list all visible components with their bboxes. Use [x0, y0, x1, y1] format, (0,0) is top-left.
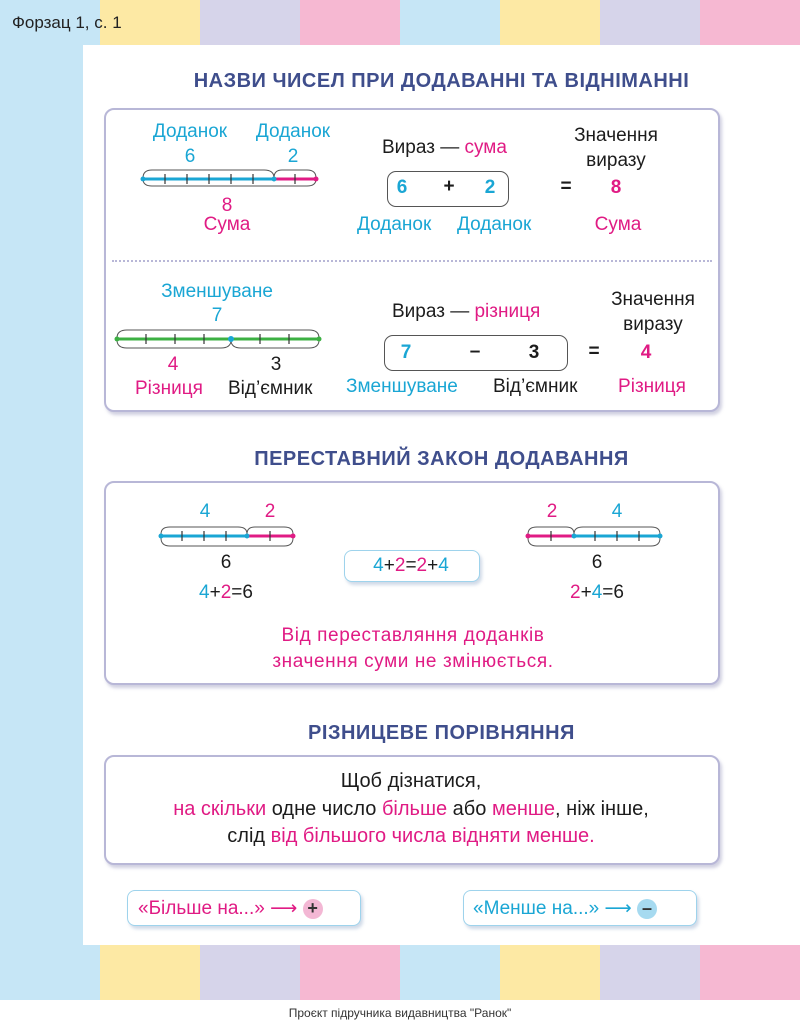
add-expr-title: Вираз — сума — [382, 137, 507, 158]
plus-icon: + — [303, 899, 323, 919]
comparison-line-3: слід від більшого числа відняти менше. — [227, 825, 595, 847]
addend1-label: Доданок — [152, 121, 228, 142]
addition-number-line — [140, 168, 320, 192]
right-equation: 2+4=6 — [570, 582, 624, 603]
difference-value: 4 — [167, 354, 179, 375]
subtraction-number-line — [115, 328, 325, 352]
sub-expr-title: Вираз — різниця — [392, 301, 541, 322]
left-a: 4 — [199, 501, 211, 522]
subtrahend-label: Від’ємник — [228, 378, 313, 399]
section2-title: ПЕРЕСТАВНИЙ ЗАКОН ДОДАВАННЯ — [254, 448, 629, 470]
more-hint: «Більше на...» ⟶ + — [138, 897, 323, 920]
sub-result: 4 — [640, 342, 652, 363]
addend2-value: 2 — [287, 146, 299, 167]
commutative-formula: 4+2=2+4 — [373, 555, 449, 576]
right-sum: 6 — [591, 552, 603, 573]
section3-title: РІЗНИЦЕВЕ ПОРІВНЯННЯ — [308, 722, 575, 744]
right-a: 2 — [546, 501, 558, 522]
sum-label: Сума — [203, 214, 251, 235]
add-equals: = — [560, 176, 572, 197]
sub-under-b: Від’ємник — [493, 376, 578, 397]
sub-equals: = — [588, 341, 600, 362]
subtrahend-value: 3 — [270, 354, 282, 375]
add-result: 8 — [610, 177, 622, 198]
right-b: 4 — [611, 501, 623, 522]
left-color-bar — [0, 0, 83, 1000]
right-number-line — [525, 526, 665, 550]
add-expr-a: 6 — [396, 177, 408, 198]
sub-under-result: Різниця — [618, 376, 686, 397]
sub-under-a: Зменшуване — [346, 376, 458, 397]
less-hint: «Менше на...» ⟶ – — [473, 897, 657, 920]
add-under-a: Доданок — [357, 214, 432, 235]
sub-value-title-1: Значення — [611, 289, 695, 310]
left-equation: 4+2=6 — [199, 582, 253, 603]
rule-line-2: значення суми не змінюється. — [272, 651, 554, 672]
rule-line-1: Від переставляння доданків — [281, 625, 545, 646]
dotted-divider — [112, 260, 712, 262]
sub-expr-a: 7 — [400, 342, 412, 363]
add-value-title-2: виразу — [586, 150, 646, 171]
section1-title: НАЗВИ ЧИСЕЛ ПРИ ДОДАВАННІ ТА ВІДНІМАННІ — [193, 70, 690, 92]
difference-label: Різниця — [135, 378, 203, 399]
addend1-value: 6 — [184, 146, 196, 167]
minuend-label: Зменшуване — [161, 281, 273, 302]
add-under-b: Доданок — [457, 214, 532, 235]
comparison-line-1: Щоб дізнатися, — [340, 770, 482, 792]
left-b: 2 — [264, 501, 276, 522]
add-expr-op: + — [443, 176, 455, 197]
left-sum: 6 — [220, 552, 232, 573]
page-label: Форзац 1, с. 1 — [12, 13, 122, 32]
add-value-title-1: Значення — [574, 125, 658, 146]
add-under-result: Сума — [594, 214, 642, 235]
publisher-footer: Проєкт підручника видавництва "Ранок" — [288, 1006, 512, 1020]
left-number-line — [158, 526, 298, 550]
comparison-line-2: на скільки одне число більше або менше, ніж інше, — [173, 798, 649, 820]
sum-value: 8 — [221, 195, 233, 216]
sub-expr-op: – — [469, 341, 481, 362]
sub-value-title-2: виразу — [623, 314, 683, 335]
add-expr-b: 2 — [484, 177, 496, 198]
sub-expr-b: 3 — [528, 342, 540, 363]
minuend-value: 7 — [211, 305, 223, 326]
bottom-color-stripes — [0, 945, 800, 1000]
addend2-label: Доданок — [255, 121, 331, 142]
minus-icon: – — [637, 899, 657, 919]
